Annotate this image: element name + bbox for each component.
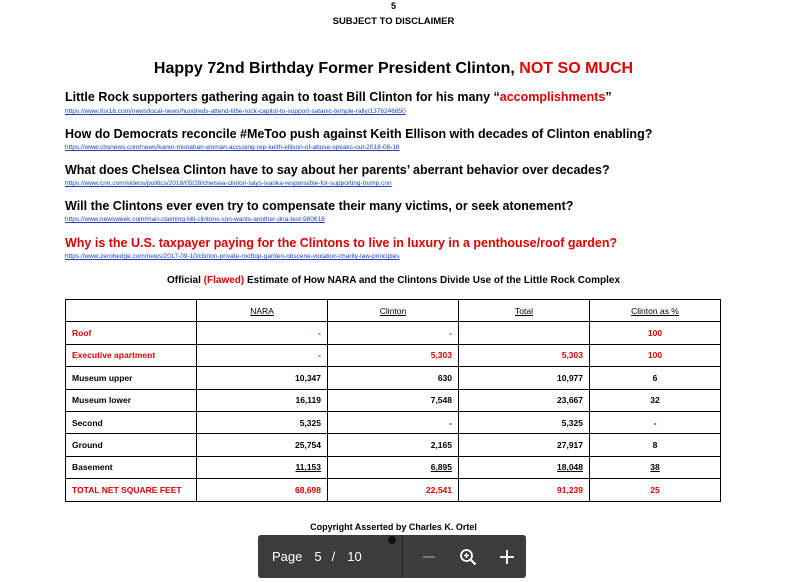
cell-nara: 25,754 — [197, 434, 328, 456]
cell-clinton: 2,165 — [328, 434, 459, 456]
row-label: Basement — [66, 456, 197, 478]
cell-nara: - — [197, 322, 328, 344]
table-caption-after: Estimate of How NARA and the Clintons Divide Use of the Little Rock Complex — [244, 275, 621, 286]
cell-nara: 68,698 — [197, 479, 328, 501]
cell-nara: - — [197, 344, 328, 366]
title-highlight: NOT SO MUCH — [519, 60, 634, 77]
cell-clinton: 7,548 — [328, 389, 459, 411]
cell-nara-value: 11,153 — [295, 462, 321, 473]
total-pages: 10 — [347, 549, 362, 564]
row-label: Second — [66, 411, 197, 433]
cell-nara: 16,119 — [197, 389, 328, 411]
table-row — [66, 456, 721, 478]
table-row — [66, 322, 721, 344]
cell-total: 5,325 — [459, 411, 590, 433]
cell-clinton-pct-value: 38 — [650, 462, 660, 473]
plus-icon — [499, 549, 515, 565]
question-2: How do Democrats reconcile #MeToo push against Keith Ellison with decades of Clinton enabling? — [65, 127, 653, 141]
minus-icon — [422, 550, 436, 564]
cell-nara — [197, 456, 328, 478]
question-4: Will the Clintons ever even try to compensate their many victims, or seek atonement? — [65, 199, 574, 213]
fit-zoom-button[interactable] — [448, 535, 487, 578]
row-label: Museum upper — [66, 367, 197, 389]
cell-clinton: - — [328, 322, 459, 344]
cell-total: 5,303 — [459, 344, 590, 366]
table-header-row — [66, 300, 721, 322]
page-title — [0, 60, 787, 78]
table-row — [66, 367, 721, 389]
zoom-out-button[interactable] — [409, 535, 448, 578]
question-1-suffix: ” — [605, 90, 612, 104]
page-indicator — [258, 549, 398, 564]
page-separator: / — [331, 549, 336, 564]
question-1-highlight: accomplishments — [499, 90, 606, 104]
row-label: Museum lower — [66, 389, 197, 411]
cell-clinton-pct: 6 — [590, 367, 721, 389]
disclaimer-header: SUBJECT TO DISCLAIMER — [332, 16, 455, 27]
question-4-link[interactable]: https://www.newsweek.com/man-claiming-bill-clintons-son-wants-another-dna-test-980618 — [65, 216, 325, 223]
cell-clinton-pct: 25 — [590, 479, 721, 501]
question-1 — [65, 90, 612, 104]
cell-clinton: 22,541 — [328, 479, 459, 501]
table-caption — [0, 275, 787, 286]
title-text: Happy 72nd Birthday Former President Clinton, — [153, 60, 520, 77]
header-cell-clinton-pct: Clinton as % — [590, 300, 721, 322]
question-1-link[interactable]: https://www.fox16.com/news/local-news/hundreds-attend-little-rock-capitol-to-support-satanic-temple-rally/1376246850 — [65, 108, 406, 115]
space-allocation-table — [65, 299, 721, 502]
row-label: Ground — [66, 434, 197, 456]
cell-nara: 10,347 — [197, 367, 328, 389]
cell-clinton-pct: 32 — [590, 389, 721, 411]
header-cell-total: Total — [459, 300, 590, 322]
table-caption-before: Official — [166, 275, 204, 286]
page-label: Page — [272, 549, 303, 564]
cell-total: 10,977 — [459, 367, 590, 389]
cell-total-value: 18,048 — [557, 462, 583, 473]
mouse-cursor-icon — [388, 536, 396, 544]
cell-clinton-pct: 100 — [590, 344, 721, 366]
cell-total: 27,917 — [459, 434, 590, 456]
cell-total — [459, 322, 590, 344]
page-number: 5 — [390, 1, 396, 11]
cell-clinton: - — [328, 411, 459, 433]
header-cell-nara: NARA — [197, 300, 328, 322]
cell-nara: 5,325 — [197, 411, 328, 433]
question-5: Why is the U.S. taxpayer paying for the Clintons to live in luxury in a penthouse/roof garden? — [65, 236, 618, 250]
current-page-input[interactable]: 5 — [314, 549, 322, 564]
cell-clinton — [328, 456, 459, 478]
cell-clinton-pct: - — [590, 411, 721, 433]
table-row — [66, 344, 721, 366]
magnifier-zoom-icon — [459, 548, 477, 566]
cell-clinton-value: 6,895 — [430, 462, 452, 473]
table-row — [66, 434, 721, 456]
toolbar-divider — [402, 535, 403, 578]
cell-clinton-pct: 100 — [590, 322, 721, 344]
question-3: What does Chelsea Clinton have to say about her parents’ aberrant behavior over decades? — [65, 163, 610, 177]
question-3-link[interactable]: https://www.cnn.com/videos/politics/2018/05/28/chelsea-clinton-says-ivanka-responsible-for-supporting-trump.cnn — [65, 180, 392, 187]
row-label: TOTAL NET SQUARE FEET — [66, 479, 197, 501]
question-1-text: Little Rock supporters gathering again to toast Bill Clinton for his many “ — [65, 90, 500, 104]
cell-clinton: 630 — [328, 367, 459, 389]
question-2-link[interactable]: https://www.cbsnews.com/news/karen-monahan-woman-accusing-rep-keith-ellison-of-abuse-speaks-out-2018-08-16 — [65, 144, 400, 151]
cell-total — [459, 456, 590, 478]
header-cell-empty — [66, 300, 197, 322]
question-5-link[interactable]: https://www.zerohedge.com/news/2017-09-10/clinton-private-rooftop-garden-obscene-violation-charity-law-principles — [65, 253, 400, 260]
copyright-notice: Copyright Asserted by Charles K. Ortel — [310, 522, 477, 532]
header-cell-clinton: Clinton — [328, 300, 459, 322]
cell-total: 23,667 — [459, 389, 590, 411]
table-row — [66, 389, 721, 411]
cell-clinton-pct — [590, 456, 721, 478]
cell-total: 91,239 — [459, 479, 590, 501]
table-caption-highlight: (Flawed) — [203, 275, 245, 286]
row-label: Roof — [66, 322, 197, 344]
cell-clinton-pct: 8 — [590, 434, 721, 456]
cell-clinton: 5,303 — [328, 344, 459, 366]
table-total-row — [66, 479, 721, 501]
table-row — [66, 411, 721, 433]
row-label: Executive apartment — [66, 344, 197, 366]
zoom-in-button[interactable] — [487, 535, 526, 578]
